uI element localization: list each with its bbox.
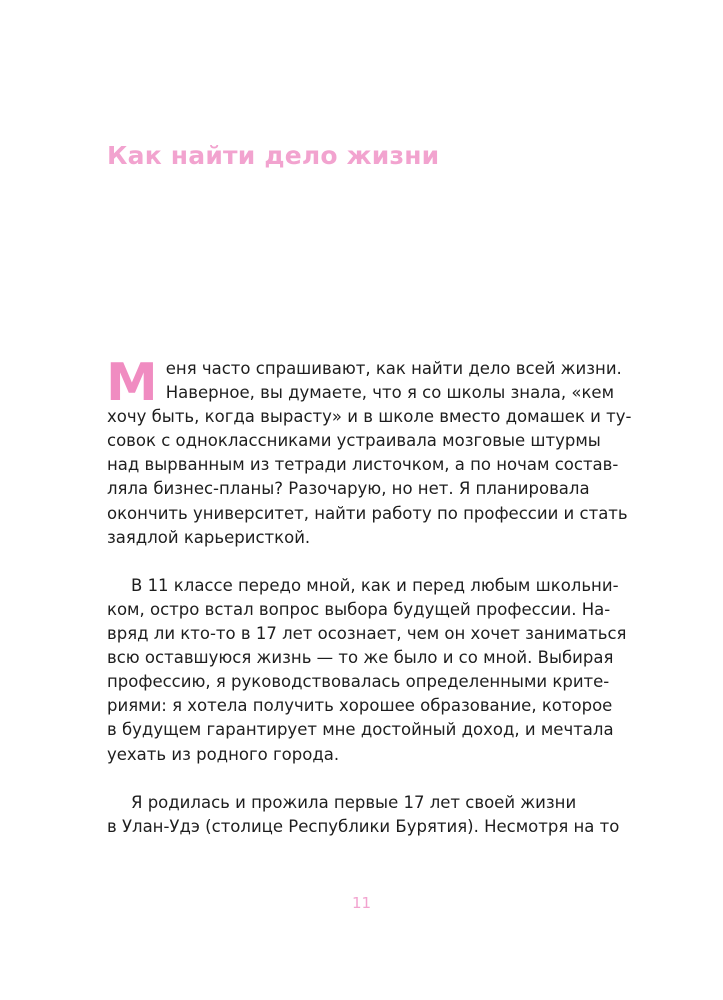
text-line: всю оставшуюся жизнь — то же было и со мной. Выбирая: [107, 648, 614, 668]
text-line: окончить университет, найти работу по профессии и стать: [107, 503, 628, 523]
text-line: еня часто спрашивают, как найти дело всей жизни.: [165, 359, 622, 378]
text-line: Я родилась и прожила первые 17 лет своей жизни: [131, 792, 577, 812]
text-line: профессию, я руководствовалась определенными крите-: [107, 672, 610, 692]
text-line: заядлой карьеристкой.: [107, 527, 311, 547]
text-line: хочу быть, когда вырасту» и в школе вместо домашек и ту-: [107, 407, 632, 427]
text-line: уехать из родного города.: [107, 744, 340, 764]
text-line: риями: я хотела получить хорошее образование, которое: [107, 696, 613, 716]
text-line: ляла бизнес-планы? Разочарую, но нет. Я планировала: [107, 479, 590, 499]
text-line: над вырванным из тетради листочком, а по ночам состав-: [107, 455, 619, 475]
drop-cap: М: [106, 353, 158, 413]
paragraph-3: [107, 791, 620, 839]
text-line: совок с одноклассниками устраивала мозговые штурмы: [107, 431, 601, 451]
text-line: в Улан-Удэ (столице Республики Бурятия). Несмотря на то: [107, 816, 620, 836]
text-line: в будущем гарантирует мне достойный доход, и мечтала: [107, 720, 614, 740]
text-line: В 11 классе передо мной, как и перед любым школьни-: [131, 575, 619, 595]
text-line: ком, остро встал вопрос выбора будущей профессии. На-: [107, 599, 611, 619]
text-line: Наверное, вы думаете, что я со школы знала, «кем: [165, 383, 615, 403]
page-number: 11: [351, 894, 372, 912]
chapter-title: Как найти дело жизни: [107, 141, 440, 170]
paragraph-1: [106, 353, 632, 550]
text-line: вряд ли кто-то в 17 лет осознает, чем он хочет заниматься: [107, 624, 627, 644]
body-text: [106, 353, 632, 839]
paragraph-2: [107, 574, 627, 767]
